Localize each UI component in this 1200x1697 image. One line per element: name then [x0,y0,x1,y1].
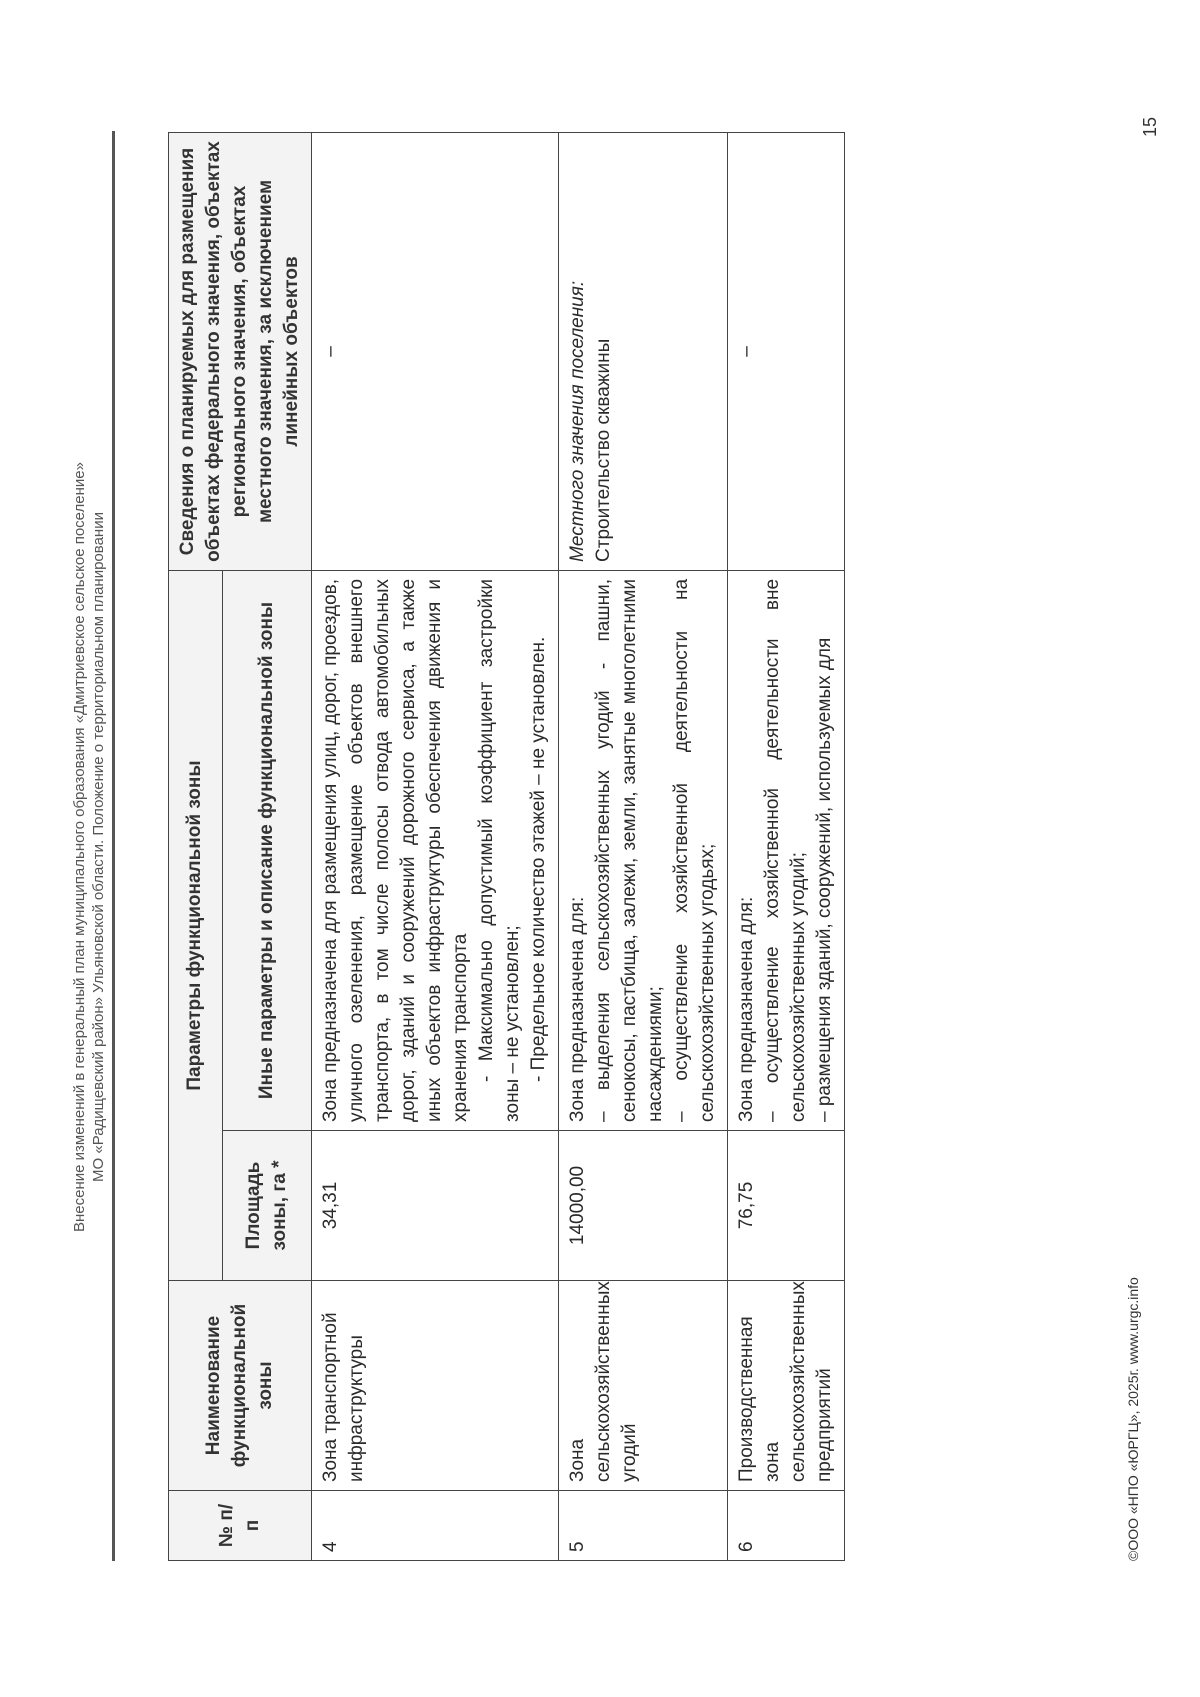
row-num: 4 [312,1491,559,1561]
row-param-1: – осуществление хозяйственной деятельности вне сельскохозяйственных угодий; [762,578,809,1122]
row-desc-text: Зона предназначена для размещения улиц, дорог, проездов, уличного озеленения, размещение объектов внешнего транспорта, в том числе полосы отвода автомобильных дорог, зданий и сооружений дорожного сервиса, а также иных объектов инфраструктуры обеспечения движения и хранения транспорта [320,578,471,1122]
row-zone-name: Производственная зона сельскохозяйственных предприятий [728,1281,845,1491]
row-zone-name: Зона транспортной инфраструктуры [312,1281,559,1491]
row-info-text: Строительство скважины [593,338,614,562]
row-info-text: – [736,346,757,357]
row-param-2: – осуществление хозяйственной деятельности на сельскохозяйственных угодьях; [671,578,718,1122]
copyright-footer: ©ООО «НПО «ЮРГЦ», 2025г. www.urgc.info [1125,1277,1141,1561]
header-rule [112,131,115,1561]
header-line-1: Внесение изменений в генеральный план муниципального образования «Дмитриевское сельское поселение» [71,462,88,1232]
row-param-2: - Предельное количество этажей – не установлен. [528,636,549,1082]
row-desc-text: Зона предназначена для: [736,896,757,1122]
row-zone-name: Зона сельскохозяйственных угодий [559,1281,728,1491]
table-row [728,132,845,1560]
row-planned-objects [559,132,728,570]
page-number: 15 [1140,116,1160,137]
row-area: 76,75 [728,1131,845,1281]
row-description [559,570,728,1130]
row-param-2: – размещения зданий, сооружений, используемых для [814,637,835,1122]
header-zone-params: Параметры функциональной зоны [169,570,223,1280]
header-planned-objects: Сведения о планируемых для размещения объектах федерального значения, объектах регионального значения, объектах местного значения, за исключением линейных объектов [169,132,312,570]
header-line-2: МО «Радищевский район» Ульяновской области. Положение о территориальном планировании [90,512,107,1182]
header-area: Площадь зоны, га * [222,1131,311,1281]
table-row [559,132,728,1560]
row-planned-objects [312,132,559,570]
row-info-title: Местного значения поселения: [567,280,588,562]
row-area: 14000,00 [559,1131,728,1281]
functional-zones-table [168,132,845,1561]
header-num: № п/п [169,1491,312,1561]
header-zone-name: Наименование функциональной зоны [169,1281,312,1491]
row-area: 34,31 [312,1131,559,1281]
row-param-1: - Максимально допустимый коэффициент застройки зоны – не установлен; [476,578,523,1122]
row-param-1: – выделения сельскохозяйственных угодий - пашни, сенокосы, пастбища, залежи, земли, занятые многолетними насаждениями; [593,578,666,1122]
header-other-params: Иные параметры и описание функциональной зоны [222,570,311,1130]
document-header [70,147,108,1547]
row-info-text: – [320,346,341,357]
row-description [728,570,845,1130]
row-num: 6 [728,1491,845,1561]
row-planned-objects [728,132,845,570]
row-desc-text: Зона предназначена для: [567,896,588,1122]
row-num: 5 [559,1491,728,1561]
row-description [312,570,559,1130]
table-row [312,132,559,1560]
